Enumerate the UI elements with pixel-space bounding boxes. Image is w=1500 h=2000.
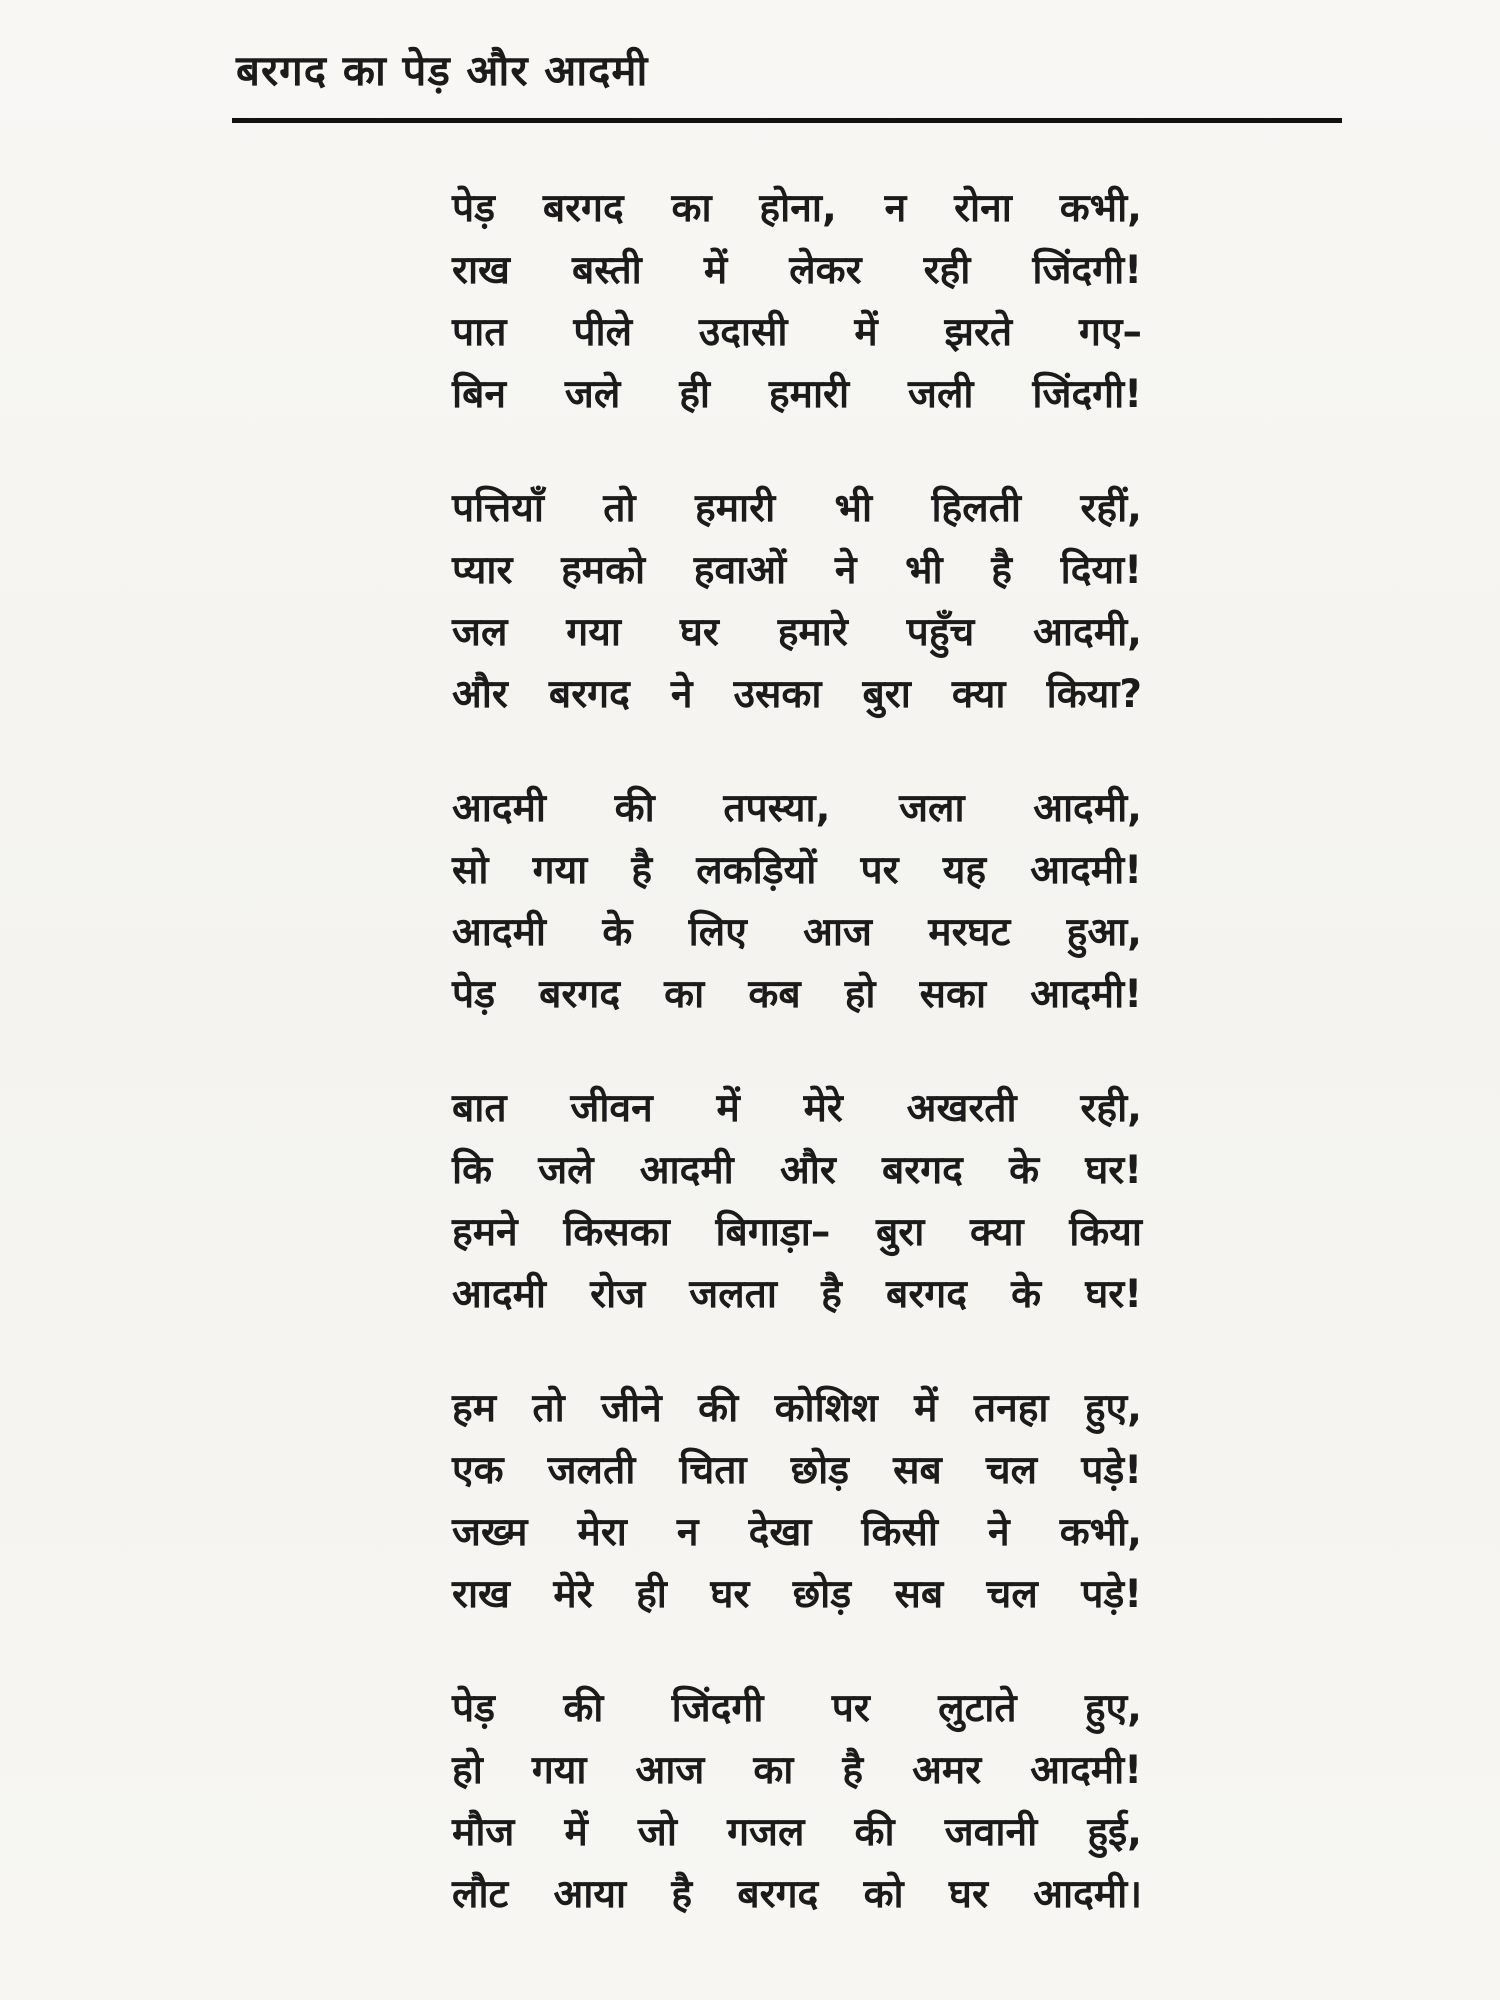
stanza (452, 1678, 1142, 1926)
poem-line: प्यार हमको हवाओं ने भी है दिया! (452, 548, 1142, 593)
poem-line: बिन जले ही हमारी जली जिंदगी! (452, 372, 1142, 417)
poem-line: जल गया घर हमारे पहुँच आदमी, (452, 610, 1142, 655)
poem-line: पेड़ की जिंदगी पर लुटाते हुए, (452, 1686, 1142, 1731)
poem-line: पत्तियाँ तो हमारी भी हिलती रहीं, (452, 486, 1142, 531)
poem-line: बात जीवन में मेरे अखरती रही, (452, 1086, 1142, 1131)
poem-line: राख मेरे ही घर छोड़ सब चल पड़े! (452, 1572, 1142, 1617)
poem-line: हमने किसका बिगाड़ा– बुरा क्या किया (452, 1210, 1142, 1255)
title-rule (232, 118, 1342, 123)
poem-line: पेड़ बरगद का होना, न रोना कभी, (452, 186, 1142, 231)
poem-line: जख्म मेरा न देखा किसी ने कभी, (452, 1510, 1142, 1555)
stanza (452, 178, 1142, 426)
poem-line: पात पीले उदासी में झरते गए– (452, 310, 1142, 355)
stanza (452, 1378, 1142, 1626)
stanza (452, 1078, 1142, 1326)
poem-line: पेड़ बरगद का कब हो सका आदमी! (452, 972, 1142, 1017)
poem-line: आदमी के लिए आज मरघट हुआ, (452, 910, 1142, 955)
page-header (232, 48, 1342, 94)
page-title: बरगद का पेड़ और आदमी (236, 46, 649, 95)
poem-line: हम तो जीने की कोशिश में तनहा हुए, (452, 1386, 1142, 1431)
poem-line: आदमी रोज जलता है बरगद के घर! (452, 1272, 1142, 1317)
poem-line: मौज में जो गजल की जवानी हुई, (452, 1810, 1142, 1855)
poem-line: कि जले आदमी और बरगद के घर! (452, 1148, 1142, 1193)
poem-line: एक जलती चिता छोड़ सब चल पड़े! (452, 1448, 1142, 1493)
poem-line: लौट आया है बरगद को घर आदमी। (452, 1872, 1142, 1917)
stanza (452, 778, 1142, 1026)
poem-line: और बरगद ने उसका बुरा क्या किया? (452, 672, 1142, 717)
poem (452, 178, 1142, 1978)
stanza (452, 478, 1142, 726)
poem-line: राख बस्ती में लेकर रही जिंदगी! (452, 248, 1142, 293)
poem-line: आदमी की तपस्या, जला आदमी, (452, 786, 1142, 831)
poem-line: हो गया आज का है अमर आदमी! (452, 1748, 1142, 1793)
poem-line: सो गया है लकड़ियों पर यह आदमी! (452, 848, 1142, 893)
